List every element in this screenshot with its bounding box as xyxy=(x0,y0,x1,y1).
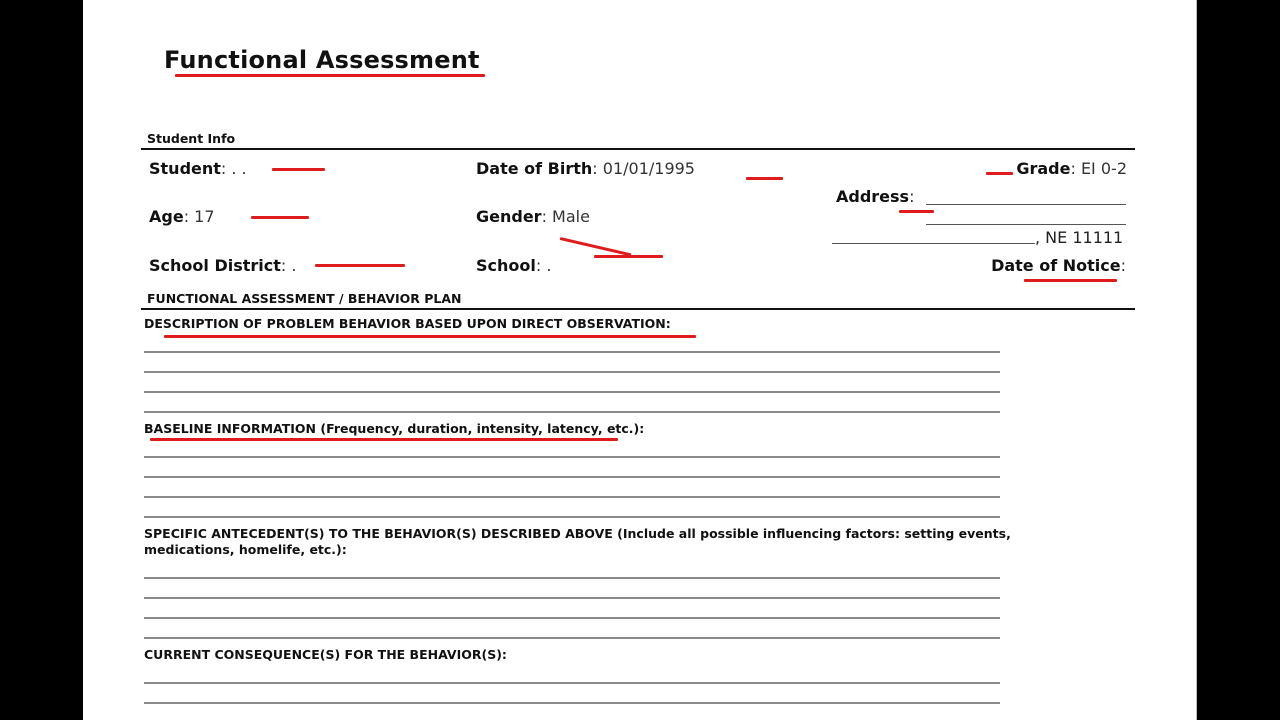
question-text-line1: SPECIFIC ANTECEDENT(S) TO THE BEHAVIOR(S) DESCRIBED ABOVE (Include all possible influencing factors: setting events, xyxy=(144,526,1011,541)
answer-line[interactable] xyxy=(144,682,1000,684)
annotation-mark-gender xyxy=(560,237,632,256)
answer-line[interactable] xyxy=(144,597,1000,599)
answer-line[interactable] xyxy=(144,411,1000,413)
field-sep: : xyxy=(909,187,915,206)
answer-line[interactable] xyxy=(144,391,1000,393)
annotation-mark-age xyxy=(251,216,309,219)
document-page xyxy=(83,0,1197,720)
answer-line[interactable] xyxy=(144,496,1000,498)
answer-line[interactable] xyxy=(144,637,1000,639)
field-value: : . xyxy=(280,256,297,275)
field-label: Grade xyxy=(1016,159,1071,178)
field-school xyxy=(476,256,551,275)
annotation-underline-baseline xyxy=(150,438,618,441)
field-date-of-notice xyxy=(991,256,1126,275)
field-address xyxy=(836,187,914,206)
address-line-1[interactable] xyxy=(926,204,1126,205)
answer-line[interactable] xyxy=(144,351,1000,353)
answer-line[interactable] xyxy=(144,371,1000,373)
annotation-mark-grade xyxy=(986,172,1013,175)
field-label: Gender xyxy=(476,207,542,226)
field-value: : 01/01/1995 xyxy=(592,159,695,178)
field-label: Age xyxy=(149,207,184,226)
annotation-mark-student xyxy=(272,168,325,171)
plan-section-label: FUNCTIONAL ASSESSMENT / BEHAVIOR PLAN xyxy=(147,291,462,306)
question-consequences: CURRENT CONSEQUENCE(S) FOR THE BEHAVIOR(S): xyxy=(144,647,507,662)
field-label: Address xyxy=(836,187,910,206)
field-student xyxy=(149,159,247,178)
address-state-zip: , NE 11111 xyxy=(1035,228,1124,247)
field-label: Date of Birth xyxy=(476,159,593,178)
answer-line[interactable] xyxy=(144,577,1000,579)
field-value: : 17 xyxy=(183,207,215,226)
annotation-underline-title xyxy=(175,74,485,77)
field-value: : Male xyxy=(541,207,590,226)
annotation-mark-address xyxy=(899,210,934,213)
field-age xyxy=(149,207,215,226)
page-title: Functional Assessment xyxy=(164,46,480,74)
question-description: DESCRIPTION OF PROBLEM BEHAVIOR BASED UPON DIRECT OBSERVATION: xyxy=(144,316,671,331)
question-text-line2: medications, homelife, etc.): xyxy=(144,542,347,557)
field-label: Student xyxy=(149,159,221,178)
annotation-mark-school-district xyxy=(315,264,405,267)
annotation-mark-date-of-notice xyxy=(1024,279,1117,282)
field-label: School District xyxy=(149,256,281,275)
section-divider xyxy=(141,148,1135,150)
field-label: Date of Notice xyxy=(991,256,1121,275)
field-date-of-birth xyxy=(476,159,695,178)
annotation-mark-dob xyxy=(746,177,783,180)
annotation-mark-school xyxy=(594,255,663,258)
field-value: : EI 0-2 xyxy=(1070,159,1127,178)
page-edge xyxy=(1196,0,1197,720)
field-gender xyxy=(476,207,590,226)
address-line-city[interactable] xyxy=(832,243,1035,244)
answer-line[interactable] xyxy=(144,516,1000,518)
student-info-label: Student Info xyxy=(147,131,236,146)
annotation-underline-description xyxy=(164,335,696,338)
question-baseline: BASELINE INFORMATION (Frequency, duration, intensity, latency, etc.): xyxy=(144,421,645,436)
field-label: School xyxy=(476,256,536,275)
answer-line[interactable] xyxy=(144,456,1000,458)
field-value: : . xyxy=(535,256,552,275)
answer-line[interactable] xyxy=(144,702,1000,704)
field-grade xyxy=(1016,159,1127,178)
field-value: : xyxy=(1120,256,1126,275)
field-school-district xyxy=(149,256,296,275)
question-antecedents xyxy=(144,526,1011,558)
address-line-2[interactable] xyxy=(926,224,1126,225)
answer-line[interactable] xyxy=(144,476,1000,478)
section-divider xyxy=(141,308,1135,310)
answer-line[interactable] xyxy=(144,617,1000,619)
field-value: : . . xyxy=(220,159,247,178)
